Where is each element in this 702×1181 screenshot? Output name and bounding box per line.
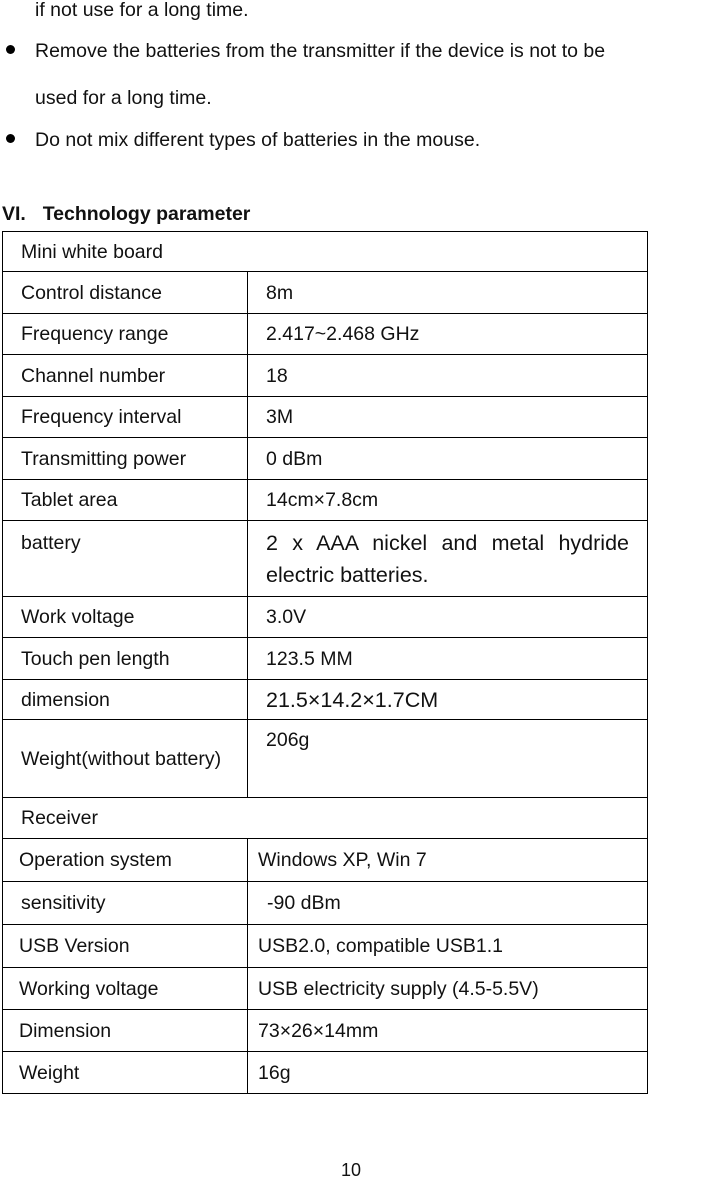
page-number: 10 [340,1160,362,1180]
row-value: 73×26×14mm [248,1010,648,1052]
row-value: 3M [248,397,648,438]
bullet-dot-icon [6,134,15,143]
bullet-text-2: Do not mix different types of batteries in the mouse. [35,129,481,151]
section-heading [2,202,250,226]
table-row [3,638,648,680]
row-value: 21.5×14.2×1.7CM [248,680,648,720]
table-row [3,397,648,438]
row-value: 8m [248,272,648,314]
table-row [3,1052,648,1094]
receiver-header: Receiver [3,798,648,839]
section-title: Technology parameter [42,203,251,225]
table-row [3,1010,648,1052]
table-row [3,839,648,882]
row-label: Control distance [3,272,248,314]
table-row [3,968,648,1010]
table-row [3,438,648,480]
row-label: Channel number [3,355,248,397]
row-value: 16g [248,1052,648,1094]
bullet-text-1-continued: used for a long time. [35,87,212,109]
row-label: Transmitting power [3,438,248,480]
table-row [3,925,648,968]
row-value: 2 x AAA nickel and metal hydride electric batteries. [248,521,648,597]
parameter-table [2,231,648,1094]
table-row [3,597,648,638]
bullet-text-1: Remove the batteries from the transmitter if the device is not to be [35,40,606,62]
row-label: battery [3,521,248,597]
row-label: Working voltage [3,968,248,1010]
row-value: 14cm×7.8cm [248,480,648,521]
row-label: Weight [3,1052,248,1094]
board-header: Mini white board [3,232,648,272]
row-value: 0 dBm [248,438,648,480]
row-label: Frequency interval [3,397,248,438]
row-label: sensitivity [3,882,248,925]
row-value: USB electricity supply (4.5-5.5V) [248,968,648,1010]
table-row [3,314,648,355]
bullet-dot-icon [6,45,15,54]
table-group-header [3,798,648,839]
row-label: dimension [3,680,248,720]
row-label: Operation system [3,839,248,882]
row-label: Work voltage [3,597,248,638]
table-row [3,480,648,521]
row-value: -90 dBm [248,882,648,925]
table-row [3,882,648,925]
row-label: Tablet area [3,480,248,521]
row-value: 2.417~2.468 GHz [248,314,648,355]
row-value: Windows XP, Win 7 [248,839,648,882]
table-row [3,355,648,397]
row-label: Dimension [3,1010,248,1052]
intro-fragment: if not use for a long time. [35,0,249,21]
table-row [3,720,648,798]
row-value: 206g [248,720,648,798]
table-group-header [3,232,648,272]
row-label: USB Version [3,925,248,968]
row-value: USB2.0, compatible USB1.1 [248,925,648,968]
row-label: Touch pen length [3,638,248,680]
table-row [3,272,648,314]
row-label: Frequency range [3,314,248,355]
row-value: 18 [248,355,648,397]
table-row [3,680,648,720]
table-row [3,521,648,597]
section-numeral: VI. [2,203,26,225]
row-label: Weight(without battery) [3,720,248,798]
row-value: 3.0V [248,597,648,638]
row-value: 123.5 MM [248,638,648,680]
